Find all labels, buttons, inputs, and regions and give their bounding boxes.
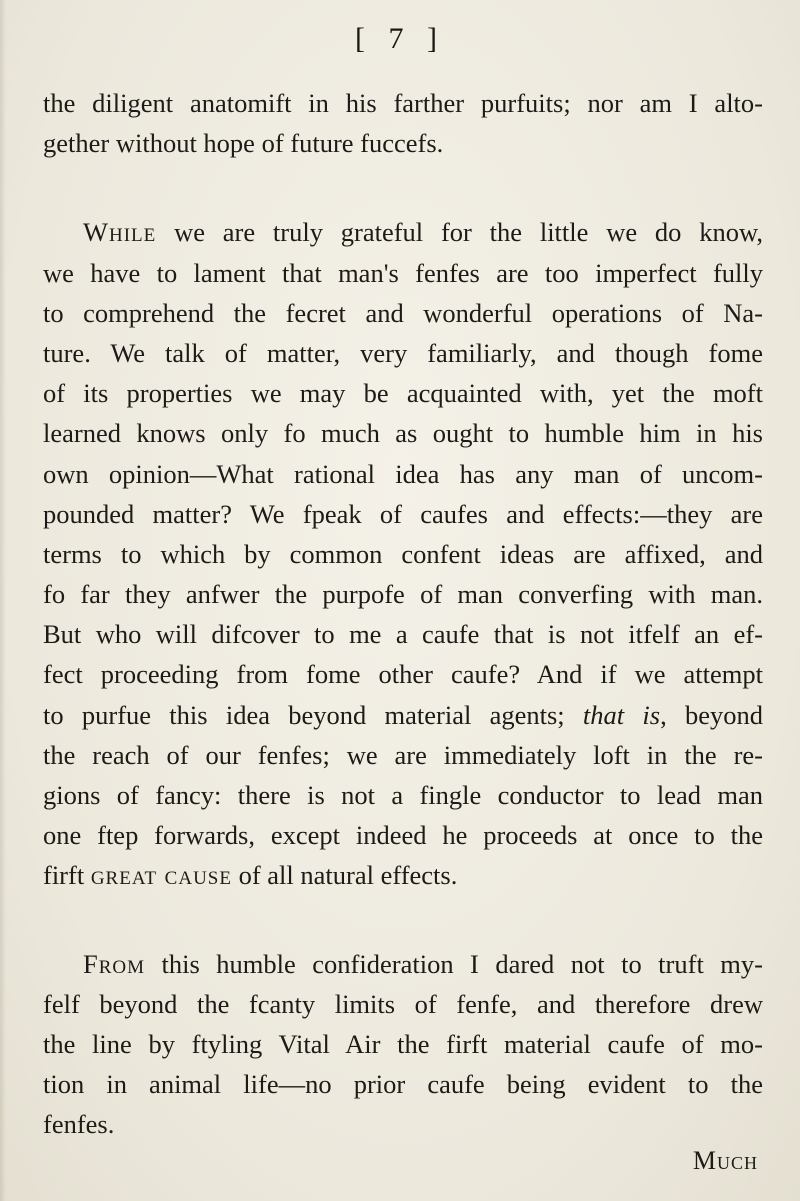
page-body — [43, 83, 763, 1145]
opening-word: While — [83, 217, 157, 248]
text-line: ture. We talk of matter, very familiarly, and though fome — [43, 337, 763, 368]
page-number: [ 7 ] — [355, 22, 445, 55]
paragraph-3 — [43, 944, 763, 1145]
text-line: the reach of our fenfes; we are immediately loft in the re- — [43, 739, 763, 770]
text-line: terms to which by common confent ideas are affixed, and — [43, 538, 763, 569]
text-line: felf beyond the fcanty limits of fenfe, and therefore drew — [43, 988, 763, 1019]
text-line: one ftep forwards, except indeed he proceeds at once to the — [43, 820, 763, 851]
paragraph-2 — [43, 212, 763, 895]
text-line: fenfes. — [43, 1109, 115, 1140]
text-line: gions of fancy: there is not a fingle conductor to lead man — [43, 780, 763, 810]
text-line: we have to lament that man's fenfes are too imperfect fully — [43, 257, 763, 288]
text-line: From this humble confideration I dared not to truft my- — [83, 948, 763, 979]
text-line: tion in animal life—no prior caufe being evident to the — [43, 1069, 763, 1100]
text-line: firft great cause of all natural effects. — [43, 860, 458, 891]
text-line: While we are truly grateful for the little we do know, — [83, 217, 763, 248]
page-gutter-shadow — [0, 0, 6, 1201]
text-line: pounded matter? We fpeak of caufes and effects:—they are — [43, 498, 763, 529]
text-line: fo far they anfwer the purpofe of man converfing with man. — [43, 579, 763, 610]
text-line: learned knows only fo much as ought to humble him in his — [43, 418, 763, 449]
text-line: But who will difcover to me a caufe that is not itfelf an ef- — [43, 619, 763, 650]
text-line: fect proceeding from fome other caufe? And if we attempt — [43, 659, 763, 690]
text-line: the line by ftyling Vital Air the firft material caufe of mo- — [43, 1028, 763, 1059]
text-line: to comprehend the fecret and wonderful operations of Na- — [43, 297, 763, 328]
text-line: the diligent anatomift in his farther purfuits; nor am I alto- — [43, 88, 763, 118]
text-line: to purfue this idea beyond material agents; that is, beyond — [43, 699, 763, 730]
text-line: own opinion—What rational idea has any man of uncom- — [43, 458, 763, 489]
text-line: of its properties we may be acquainted with, yet the moft — [43, 378, 763, 409]
small-caps-phrase: great cause — [90, 860, 232, 891]
text-line: gether without hope of future fuccefs. — [43, 128, 444, 159]
opening-word: From — [83, 948, 146, 979]
paragraph-1 — [43, 83, 763, 163]
catchword: Much — [692, 1146, 758, 1175]
emphasis: that is — [582, 699, 661, 730]
